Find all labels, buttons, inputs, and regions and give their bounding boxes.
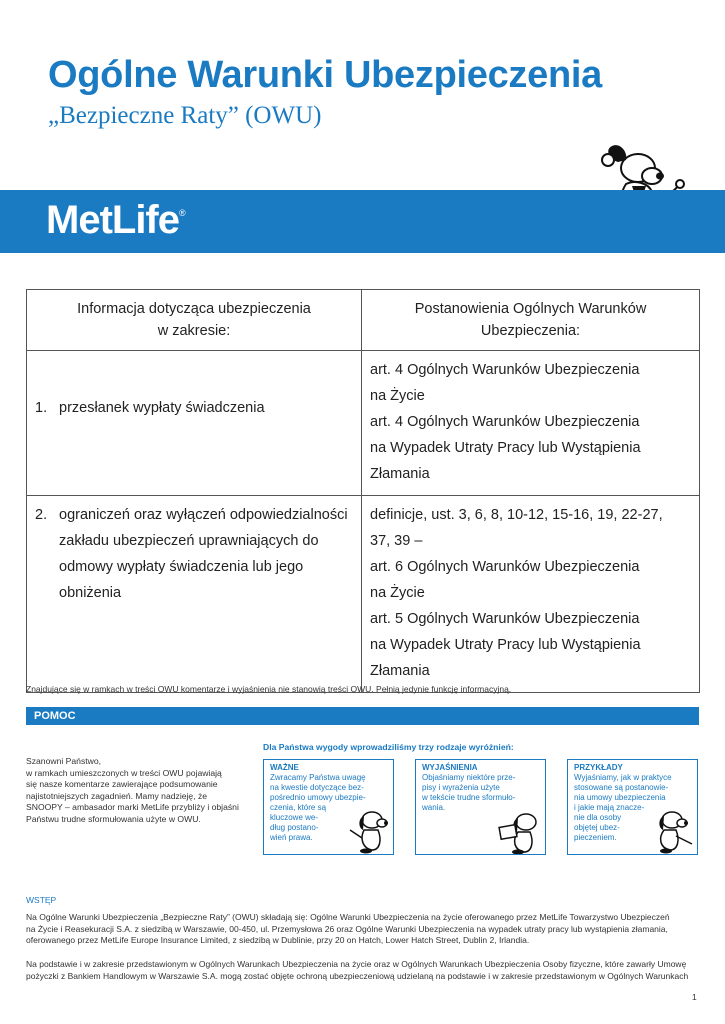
snoopy-pointing-icon (346, 808, 392, 854)
wstep-heading: WSTĘP (26, 895, 57, 905)
table-cell: 2. ograniczeń oraz wyłączeń odpowiedzialności zakładu ubezpieczeń uprawniających do odmowy wypłaty świadczenia lub jego obniżenia (27, 496, 362, 693)
box-title: WYJAŚNIENIA (422, 763, 478, 772)
snoopy-reading-icon (496, 810, 544, 854)
box-title: PRZYKŁADY (574, 763, 623, 772)
document-subtitle: „Bezpieczne Raty” (OWU) (48, 102, 322, 129)
row-number: 2. (35, 507, 48, 523)
col1-header: Informacja dotycząca ubezpieczenia w zakresie: (27, 290, 362, 351)
metlife-logo: MetLife® (46, 198, 186, 242)
pomoc-intro: Szanowni Państwo, w ramkach umieszczonych w treści OWU pojawiają się nasze komentarze zawierające podsumowanie najistotniejszych zagadnień. Mamy nadzieję, że SNOOPY – ambasador marki MetLife przybliży i objaśni Państwu trudne sformułowania użyte w OWU. (26, 756, 239, 824)
table-cell: art. 4 Ogólnych Warunków Ubezpieczenia na Życie art. 4 Ogólnych Warunków Ubezpieczenia na Wypadek Utraty Pracy lub Wystąpienia Złamania (362, 351, 700, 496)
page-number: 1 (692, 992, 697, 1002)
box-wyjasnienia: WYJAŚNIENIA Objaśniamy niektóre prze- pisy i wyrażenia użyte w tekście trudne sformuło- wania. (415, 759, 546, 855)
pomoc-heading: POMOC (34, 710, 76, 722)
box-przyklady: PRZYKŁADY Wyjaśniamy, jak w praktyce stosowane są postanowie- nia umowy ubezpieczenia i jakie mają znacze- nie dla osoby objętej ubez- pieczeniem. (567, 759, 698, 855)
box-title: WAŻNE (270, 763, 299, 772)
wstep-paragraph-2: Na podstawie i w zakresie przedstawionym w Ogólnych Warunkach Ubezpieczenia na życie oraz w Ogólnych Warunkach Ubezpieczenia Osoby fizyczne, które zawarły Umowę pożyczki z Bankiem Handlowym w Warszawie S.A. mogą zostać objęte ochroną ubezpieczeniową udzielaną na podstawie i w zakresie przedstawionym w Ogólnych Warunkach (26, 959, 689, 981)
table-cell: definicje, ust. 3, 6, 8, 10-12, 15-16, 19, 22-27, 37, 39 – art. 6 Ogólnych Warunków Ubezpieczenia na Życie art. 5 Ogólnych Warunków Ubezpieczenia na Wypadek Utraty Pracy lub Wystąpienia Złamania (362, 496, 700, 693)
highlights-title: Dla Państwa wygody wprowadziliśmy trzy rodzaje wyróżnień: (263, 742, 514, 752)
disclaimer-note: Znajdujące się w ramkach w treści OWU komentarze i wyjaśnienia nie stanowią treści OWU. Pełnią jedynie funkcję informacyjną. (26, 684, 512, 694)
table-header-row (27, 290, 700, 351)
table-row (27, 351, 700, 496)
pomoc-section-bar (26, 707, 699, 725)
table-row (27, 496, 700, 693)
col2-header: Postanowienia Ogólnych Warunków Ubezpieczenia: (362, 290, 700, 351)
row-number: 1. (35, 400, 48, 416)
row-topic: przesłanek wypłaty świadczenia (59, 400, 265, 416)
document-title: Ogólne Warunki Ubezpieczenia (48, 54, 602, 96)
table-cell (27, 351, 362, 496)
snoopy-explaining-icon (648, 808, 696, 854)
provisions-table (26, 289, 700, 693)
wstep-paragraph-1: Na Ogólne Warunki Ubezpieczenia „Bezpieczne Raty” (OWU) składają się: Ogólne Warunki Ubezpieczenia na życie oferowanego przez MetLife Towarzystwo Ubezpieczeń na Życie i Reasekuracji S.A. z siedzibą w Warszawie, 00-450, ul. Przemysłowa 26 oraz Ogólne Warunki Ubezpieczenia na wypadek utraty pracy lub wystąpienia złamania, oferowanego przez MetLife Europe Insurance Limited, z siedzibą w Dublinie, przy 20 on Hatch, Lower Hatch Street, Dublin 2, Irlandia. (26, 912, 670, 945)
box-wazne: WAŻNE Zwracamy Państwa uwagę na kwestie dotyczące bez- pośrednio umowy ubezpie- czenia, które są kluczowe we- dług postano- wień prawa. (263, 759, 394, 855)
